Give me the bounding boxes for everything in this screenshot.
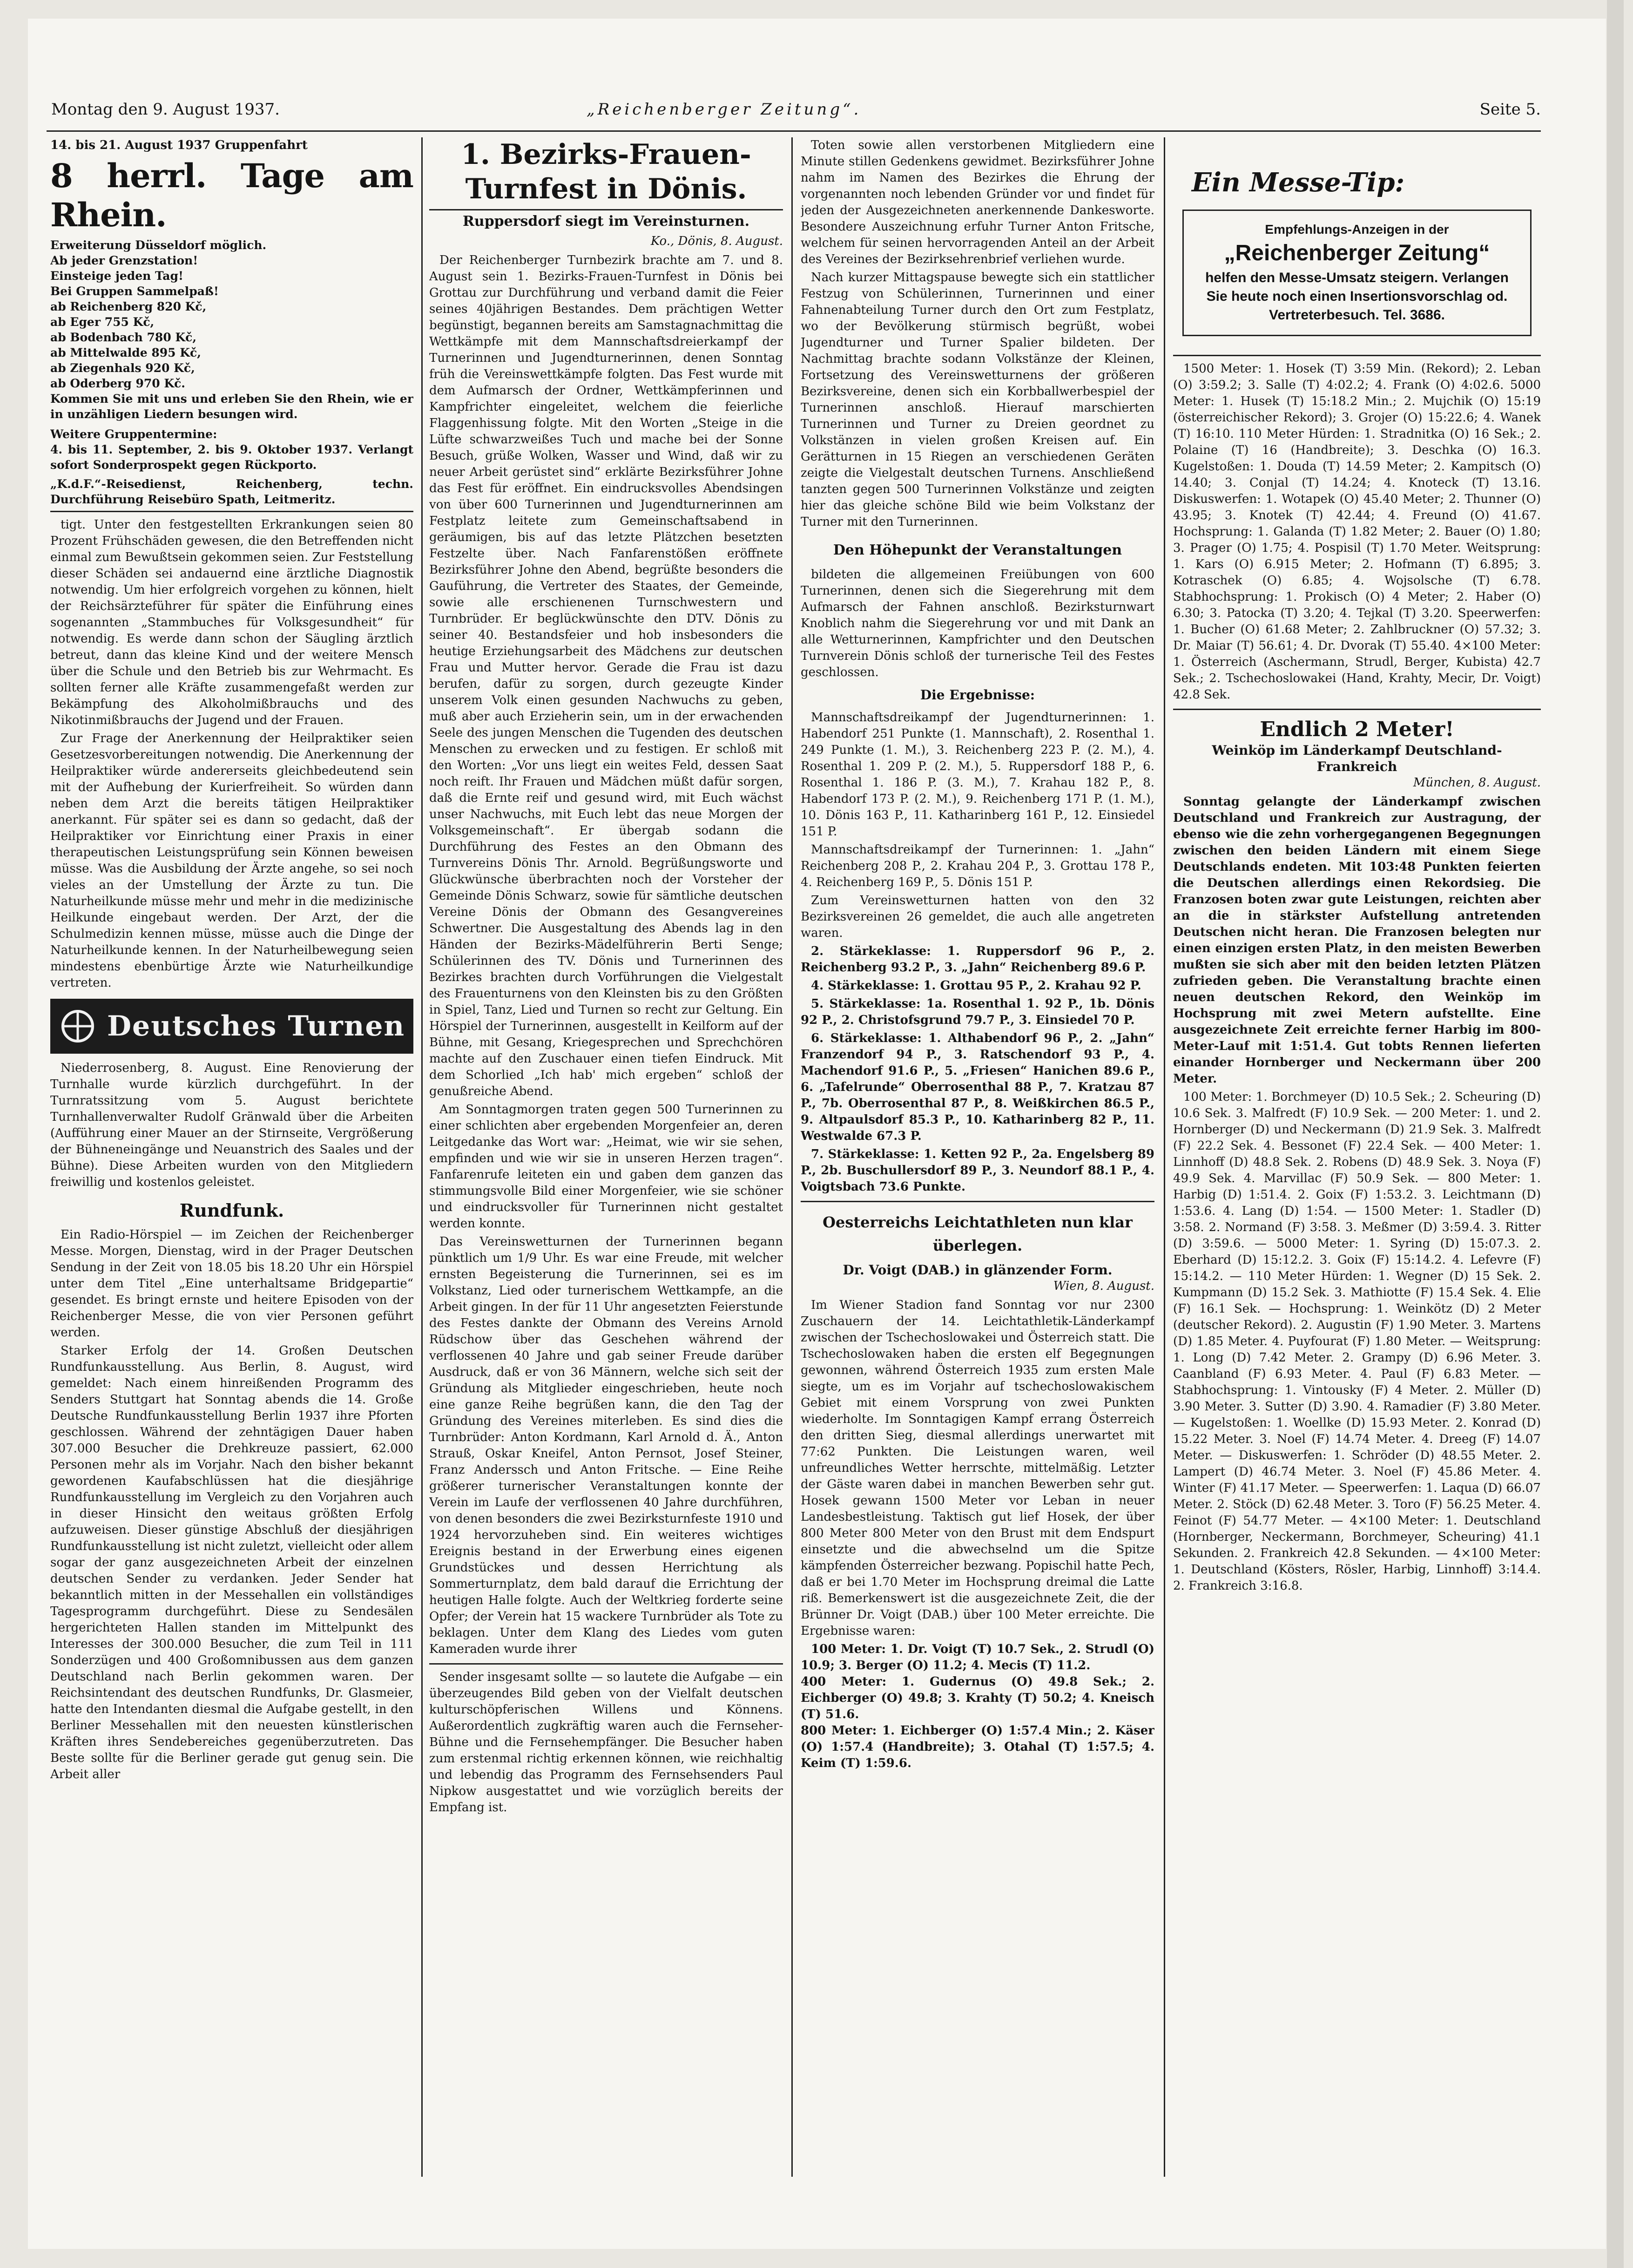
turner-cross-icon [61,1010,94,1043]
results-paragraph: 6. Stärkeklasse: 1. Althabendorf 96 P., 2. „Jahn“ Franzendorf 94 P., 3. Ratschendorf 93 P., 4. Machendorf 91.6 P., 5. „Friesen“ Hanichen 89.6 P., 6. „Tafelrunde“ Oberrosenthal 88 P., 7. Kratzau 87 P., 7b. Oberrosenthal 87 P., 8. Weißkirchen 86.5 P., 9. Altpaulsdorf 85.3 P., 10. Katharinberg 82 P., 11. Westwalde 67.3 P. [801,1031,1154,1143]
results-paragraph: 4. Stärkeklasse: 1. Grottau 95 P., 2. Krahau 92 P. [811,979,1141,993]
ad-more: 4. bis 11. September, 2. bis 9. Oktober 1937. Verlangt sofort Sonderprospekt gegen Rückporto. [50,443,413,472]
article-paragraph: Toten sowie allen verstorbenen Mitgliedern eine Minute stillen Gedenkens gewidmet. Bezirksführer Johne nahm im Namen des Bezirkes die Ehrung der vorgenannten noch lebenden Gründer vor und findet für jeden der Ausgezeichneten anerkennende Dankesworte. Besondere Auszeichnung erfuhr Turner Anton Fritsche, welchem für seinen hervorragenden Anteil an der Arbeit des Vereines der Bezirksehrenbrief verliehen wurde. [801,138,1154,266]
article-paragraph: tigt. Unter den festgestellten Erkrankungen seien 80 Prozent Frühschäden gewesen, die den Betreffenden nicht einmal zum Bewußtsein gekommen seien. Zur Feststellung dieser Schäden sei andauernd eine ärztliche Diagnostik notwendig. Um hier erfolgreich vorgehen zu können, hielt der Reichsärzteführer für später die Einführung eines sogenannten „Stammbuches für Volksgesundheit“ für notwendig. Es werde dann schon der Säugling ärztlich betreut, dann das kleine Kind und der weitere Mensch über die Schule und den Betrieb bis zur Wehrmacht. Es sollten ferner alle Kräfte zusammengefaßt werden zur Bekämpfung des Alkoholmißbrauchs und des Nikotinmißbrauchs der Jugend und der Frauen. [50,518,413,727]
ad-line: Bei Gruppen Sammelpaß! [50,284,219,298]
ad-line: ab Eger 755 Kč, [50,315,155,329]
dateline: Ko., Dönis, 8. August. [650,234,783,248]
article-paragraph: Ein Radio-Hörspiel — im Zeichen der Reichenberger Messe. Morgen, Dienstag, wird in der Prager Deutschen Sendung in der Zeit von 18.05 bis 18.20 Uhr ein Hörspiel unter dem Titel „Eine unterhaltsame Bridgepartie“ gesendet. Es bringt ernste und heitere Episoden von der Reichenberger Messe, die von vier Personen geführt werden. [50,1228,413,1340]
ad-line: Empfehlungs-Anzeigen in der [1265,222,1449,237]
article-paragraph: Niederrosenberg, 8. August. Eine Renovierung der Turnhalle wurde kürzlich durchgeführt. In der Turnratssitzung vom 5. August berichtete Turnhallenverwalter Rudolf Gränwald über die Arbeiten (Aufführung einer Mauer an der Stirnseite, Vergrößerung der Bühneneingänge und Neuanstrich des Saales und der Bühne). Diese Arbeiten wurden von den Mitgliedern freiwillig und kostenlos geleistet. [50,1061,413,1189]
results-paragraph: 7. Stärkeklasse: 1. Ketten 92 P., 2a. Engelsberg 89 P., 2b. Buschullersdorf 89 P., 3. Neundorf 88.1 P., 4. Voigtsbach 73.6 Punkte. [801,1147,1154,1194]
insertion-ad [1182,210,1532,336]
ad-line: Einsteige jeden Tag! [50,269,183,283]
article-subheadline: Dr. Voigt (DAB.) in glänzender Form. [843,1262,1113,1278]
ad-footer: „K.d.F.“-Reisedienst, Reichenberg, techn. Durchführung Reisebüro Spath, Leitmeritz. [50,477,413,506]
scan-edge [1607,0,1624,2268]
article-paragraph: Sonntag gelangte der Länderkampf zwischen Deutschland und Frankreich zur Austragung, der ebenso wie die zehn vorhergegangenen Begegnungen zwischen den beiden Ländern mit einem Siege Deutschlands endeten. Mit 103:48 Punkten feierten die Deutschen allerdings einen Rekordsieg. Die Franzosen boten zwar gute Leistungen, reichten aber an die in stärkster Aufstellung antretenden Deutschen nicht heran. Die Franzosen belegten nur einen einzigen ersten Platz, in den meisten Bewerben mußten sie sich aber mit den beiden letzten Plätzen zufrieden geben. Die Veranstaltung brachte einen neuen deutschen Rekord, den Weinköp im Hochsprung mit zwei Metern aufstellte. Eine ausgezeichnete Zeit erreichte ferner Harbig im 800-Meter-Lauf mit 1:51.4. Gut tobts Rennen lieferten einander Hornberger und Neckermann über 200 Meter. [1173,795,1541,1086]
messe-tip-title: Ein Messe-Tip: [1192,167,1405,198]
results-paragraph: 1500 Meter: 1. Hosek (T) 3:59 Min. (Rekord); 2. Leban (O) 3:59.2; 3. Salle (T) 4:02.2; 4. Frank (O) 4:02.6. 5000 Meter: 1. Husek (T) 15:18.2 Min.; 2. Mujchik (O) 15:19 (österreichischer Rekord); 3. Grojer (O) 15:22.6; 4. Wanek (T) 16:10. 110 Meter Hürden: 1. Stradnitka (O) 16 Sek.; 2. Polaine (T) 16 (Handbreite); 3. Deschka (O) 16.3. Kugelstoßen: 1. Douda (T) 14.59 Meter; 2. Kampitsch (O) 14.40; 3. Conjal (T) 14.24; 4. Knoteck (T) 13.16. Diskuswerfen: 1. Wotapek (O) 45.40 Meter; 2. Thunner (O) 43.95; 3. Knotek (T) 42.44; 4. Freund (O) 41.67. Hochsprung: 1. Galanda (T) 1.82 Meter; 2. Bauer (O) 1.80; 3. Prager (O) 1.75; 4. Pospisil (T) 1.70 Meter. Weitsprung: 1. Kars (O) 6.915 Meter; 2. Hofmann (T) 6.895; 3. Kotraschek (O) 6.85; 4. Wojsolsche (T) 6.78. Stabhochsprung: 1. Prokisch (O) 4 Meter; 2. Haber (O) 6.30; 3. Patocka (T) 3.20; 4. Tejkal (T) 3.20. Speerwerfen: 1. Bucher (O) 61.68 Meter; 2. Zahlbruckner (O) 57.32; 3. Dr. Maiar (T) 56.61; 4. Dr. Dvorak (T) 55.40. 4×100 Meter: 1. Österreich (Aschermann, Strudl, Berger, Kubista) 42.7 Sek.; 2. Tschechoslowakei (Hand, Krahty, Mecir, Dr. Voigt) 42.8 Sek. [1173,362,1541,702]
header-masthead: „Reichenberger Zeitung“. [587,100,862,119]
results-paragraph: Mannschaftsdreikampf der Turnerinnen: 1. „Jahn“ Reichenberg 208 P., 2. Krahau 204 P., 3. Grottau 178 P., 4. Reichenberg 169 P., 5. Dönis 151 P. [801,843,1154,889]
article-paragraph: Zur Frage der Anerkennung der Heilpraktiker seien Gesetzesvorbereitungen notwendig. Die Anerkennung der Heilpraktiker würde andererseits gleichbedeutend sein mit der Aufhebung der Kurierfreiheit. So würden dann neben dem Arzt die bereits tätigen Heilpraktiker anerkannt. Für später sei es dann so gedacht, daß der Heilpraktiker vor Einrichtung einer Praxis in einer therapeutischen Leistungsprüfung sein Können beweisen müsse. Was die Ausbildung der Ärzte angehe, so sei noch vieles an der Umstellung der Ärzte zu tun. Die Naturheilkunde müsse mehr und mehr in die medizinische Heilkunde eingebaut werden. Der Arzt, der die Schulmedizin kennen müsse, müsse auch die Dinge der Naturheilkunde kennen. In der Naturheilbewegung seien mindestens ebenbürtige Ärzte wie Naturheilkundige vertreten. [50,731,413,990]
article-paragraph: Sender insgesamt sollte — so lautete die Aufgabe — ein überzeugendes Bild geben von der Vielfalt deutschen kulturschöpferischen Willens und Könnens. Außerordentlich zugkräftig waren auch die Fernseher-Bühne und die Fernsehempfänger. Die Besucher haben zum erstenmal richtig erkennen können, wie reichhaltig und lebendig das Programm des Fernsehsenders Paul Nipkow ausgestattet und wie vorzüglich bereits der Empfang ist. [429,1670,783,1814]
column-4 [1173,137,1541,2177]
article-paragraph: Nach kurzer Mittagspause bewegte sich ein stattlicher Festzug von Schülerinnen, Turnerinnen und einer Fahnenabteilung Turner durch den Ort zum Festplatz, wo der Bevölkerung stürmisch begrüßt, wobei Jugendturner und Turner Spalier bildeten. Der Nachmittag brachte sodann Volkstänze der Kleinen, Fortsetzung des Vereinswetturnens der größeren Bezirksvereine, denen sich ein Korbballwerbespiel der Turnerinnen anschloß. Hierauf marschierten Turnerinnen und Turner zu Dreien geordnet zu Volkstänzen in vielen großen Kreisen auf. Ein Gerätturnen in 15 Riegen an verschiedenen Geräten zeigte die Vielgestalt deutschen Turnens. Anschließend tanzten gegen 500 Turnerinnen Volkstänze und zeigten hier das gleiche schöne Bild wie beim Volkstanz der Turner mit den Turnerinnen. [801,271,1154,529]
column-rule [421,137,423,2177]
ad-brand: „Reichenberger Zeitung“ [1224,241,1490,265]
column-rule [1164,137,1165,2177]
ad-line: ab Reichenberg 820 Kč, [50,300,207,313]
ad-line: Erweiterung Düsseldorf möglich. [50,238,267,252]
article-paragraph: Der Reichenberger Turnbezirk brachte am 7. und 8. August sein 1. Bezirks-Frauen-Turnfest in Dönis bei Grottau zur Durchführung und verband damit die Feier seines 40jährigen Bestandes. Dem prächtigen Wetter begünstigt, begannen bereits am Samstagnachmittag die Wettkämpfe mit dem Mannschaftsdreierkampf der Turnerinnen und Jugendturnerinnen, denen Sonntag früh die Vereinswettkämpfe folgten. Das Fest wurde mit dem Aufmarsch der Ordner, Wettkämpferinnen und Kampfrichter eingeleitet, welchem die feierliche Flaggenhissung folgte. Mit den Worten „Steige in die Lüfte schwarzweißes Tuch und mache bei der Sonne Besuch, grüße Wolken, Wasser und Wind, daß wir zu neuer Arbeit gerüstet sind“ erklärte Bezirksführer Johne das Fest für eröffnet. Ein eindrucksvolles Abendsingen von über 600 Turnerinnen und Jugendturnerinnen am Festplatz leitete zum Gemeinschaftsabend in geräumigen, bis auf das letzte Plätzchen besetzten Festzelte über. Nach Fanfarenstößen eröffnete Bezirksführer Johne den Abend, begrüßte besonders die Gauführung, die Vertreter des Staates, der Gemeinde, sowie alle erschienenen Turnschwestern und Turnbrüder. Er beglückwünschte den DTV. Dönis zu seiner 40. Bestandsfeier und hob insbesonders die heutige Erziehungsarbeit des Mädchens zur deutschen Frau und Mutter hervor. Gerade die Frau ist dazu berufen, dafür zu sorgen, durch gezeugte Kinder unserem Volk einen gesunden Nachwuchs zu geben, muß aber auch Erzieherin sein, um in der erwachenden Seele des jungen Menschen die Tugenden des deutschen Menschen zu erwecken und zu festigen. Er schloß mit den Worten: „Vor uns liegt ein weites Feld, dessen Saat noch reift. Ihr Frauen und Mädchen müßt dafür sorgen, daß die Ernte reif und gesund wird, mit Euch wächst unser Nachwuchs, mit Euch lebt das neue Morgen der Volksgemeinschaft“. Er übergab sodann die Durchführung des Festes an den Obmann des Turnvereins Dönis Thr. Arnold. Begrüßungsworte und Glückwünsche überbrachten noch der Vorsteher der Gemeinde Dönis Schwarz, sowie für sämtliche deutschen Vereine Dönis der Obmann des Gesangvereines Schwertner. Die Ausgestaltung des Abends lag in den Händen der Bezirks-Mädelführerin Berti Senge; Schülerinnen des TV. Dönis und Turnerinnen des Bezirkes brachten durch Vorführungen die Vielgestalt des Frauenturnens von den Kleinsten bis zu den Größten in Spiel, Tanz, Lied und Turnen so recht zur Geltung. Ein Hörspiel der Turnerinnen, ausgestellt in Keilform auf der Bühne, mit Gesang, Kriegesprechen und Sprechchören machte auf den Zuschauer einen tiefen Eindruck. Mit dem Schorlied „Ich hab' mich ergeben“ schloß der genußreiche Abend. [429,253,783,1098]
ad-lines [50,237,413,507]
article-paragraph: Starker Erfolg der 14. Großen Deutschen Rundfunkausstellung. Aus Berlin, 8. August, wird gemeldet: Nach einem hinreißenden Programm des Senders Stuttgart hat Sonntag abends die 14. Große Deutsche Rundfunkausstellung Berlin 1937 ihre Pforten geschlossen. Während der zehntägigen Dauer haben 307.000 Besucher die Drehkreuze passiert, 62.000 Personen mehr als im Vorjahr. Nach den bisher bekannt gewordenen Kaufabschlüssen hat die diesjährige Rundfunkausstellung im Vergleich zu den Vorjahren auch in dieser Hinsicht den weitaus größten Erfolg aufzuweisen. Dieser günstige Abschluß der diesjährigen Rundfunkausstellung ist nicht zuletzt, vielleicht oder allem sogar der ganz ausgezeichneten Arbeit der einzelnen deutschen Sender zu verdanken. Jeder Sender hat bekanntlich mitten in der Messehallen ein vollständiges Tagesprogramm durchgeführt. Diese zu Sendesälen hergerichteten Hallen standen im Mittelpunkt des Interesses der 300.000 Besucher, die zum Teil in 111 Sonderzügen und 400 Großomnibussen aus dem ganzen Deutschland nach Berlin gekommen waren. Der Reichsintendant des deutschen Rundfunks, Dr. Glasmeier, hatte den Intendanten diesmal die Aufgabe gestellt, in den Berliner Messehallen mit den neuesten künstlerischen Kräften ihres Sendebereiches gegenüberzutreten. Das Beste sollte für die Berliner gerade gut genug sein. Die Arbeit aller [50,1344,413,1781]
article-headline: 1. Bezirks-Frauen-Turnfest in Dönis. [429,137,783,210]
header-date: Montag den 9. August 1937. [51,100,280,119]
page-header [51,93,1541,126]
section-title: Oesterreichs Leichtathleten nun klar überlegen. [823,1213,1133,1254]
divider [801,1201,1154,1202]
divider [1173,709,1541,710]
ad-text: helfen den Messe-Umsatz steigern. Verlangen Sie heute noch einen Insertionsvorschlag od. Vertreterbesuch. Tel. 3686. [1205,270,1509,323]
results-paragraph: Zum Vereinswetturnen hatten von den 32 Bezirksvereinen 26 gemeldet, die auch alle angetreten waren. [801,894,1154,940]
results-paragraph: Mannschaftsdreikampf der Jugendturnerinnen: 1. Habendorf 251 Punkte (1. Mannschaft), 2. Rosenthal 1. 249 Punkte (1. M.), 3. Reichenberg 223 P. (2. M.), 4. Rosenthal 1. 209 P. (2. M.), 5. Ruppersdorf 188 P., 6. Rosenthal 1. 186 P. (3. M.), 7. Krahau 182 P., 8. Habendorf 173 P. (2. M.), 9. Reichenberg 171 P. (1. M.), 10. Dönis 163 P., 11. Katharinberg 161 P., 12. Einsiedel 151 P. [801,711,1154,839]
article-paragraph: Das Vereinswetturnen der Turnerinnen begann pünktlich um 1/9 Uhr. Es war eine Freude, mit welcher ernsten Begeisterung die Turnerinnen, sei es im Volkstanz, Lied oder turnerischem Wettkampfe, an die Arbeit gingen. In der für 11 Uhr angesetzten Feierstunde des Festes dankte der Obmann des Vereins Arnold Rüdschow über das Geschehen während der verflossenen 40 Jahre und gab seiner Freude darüber Ausdruck, daß er von 36 Männern, welche sich seit der Gründung als Mitglieder eingeschrieben, heute noch eine ganze Reihe begrüßen kann, die den Tag der Gründung des Vereines miterleben. Es sind dies die Turnbrüder: Anton Kordmann, Karl Arnold d. Ä., Anton Strauß, Oskar Kneifel, Anton Pernsot, Josef Steiner, Franz Anderssch und Anton Fritsche. — Eine Reihe größerer turnerischer Veranstaltungen konnte der Verein im Laufe der verflossenen 40 Jahre durchführen, von denen besonders die zwei Bezirksturnfeste 1910 und 1924 hervorzuheben sind. Ein weiteres wichtiges Ereignis bestand in der Erwerbung eines eigenen Grundstückes und dessen Herrichtung als Sommerturnplatz, dem bald darauf die Errichtung der heutigen Halle folgte. Auch der Weltkrieg forderte seine Opfer; der Verein hat 15 wackere Turnbrüder als Tote zu beklagen. Unter dem Klang des Liedes vom guten Kameraden wurde ihrer [429,1235,783,1656]
article-paragraph: bildeten die allgemeinen Freiübungen von 600 Turnerinnen, denen sich die Siegerehrung mit dem Aufmarsch der Fahnen anschloß. Bezirksturnwart Knoblich nahm die Siegerehrung vor und mit Dank an alle Wetturnerinnen, Kampfrichter und den Deutschen Turnverein Dönis schloß der turnerische Teil des Festes geschlossen. [801,568,1154,679]
banner-title: Deutsches Turnen [107,1009,405,1043]
ad-line: ab Bodenbach 780 Kč, [50,331,197,344]
header-rule [47,130,1541,132]
results-paragraph: 5. Stärkeklasse: 1a. Rosenthal 1. 92 P., 1b. Dönis 92 P., 2. Christofsgrund 79.7 P., 3. Einsiedel 70 P. [801,997,1154,1027]
column-1 [50,137,413,2177]
article-subheadline: Weinköp im Länderkampf Deutschland-Frankreich [1212,743,1502,774]
article-headline: Endlich 2 Meter! [1260,718,1454,741]
ad-line: ab Oderberg 970 Kč. [50,377,186,390]
ad-line: ab Ziegenhals 920 Kč, [50,361,195,375]
ad-line: ab Mittelwalde 895 Kč, [50,346,201,359]
ad-subtitle: Weitere Gruppentermine: [50,427,217,441]
results-paragraph: 100 Meter: 1. Dr. Voigt (T) 10.7 Sek., 2. Strudl (O) 10.9; 3. Berger (O) 11.2; 4. Mecis (T) 11.2. 400 Meter: 1. Gudernus (O) 49.8 Sek.; 2. Eichberger (O) 49.8; 3. Krahty (T) 50.2; 4. Kneisch (T) 51.6. 800 Meter: 1. Eichberger (O) 1:57.4 Min.; 2. Käser (O) 1:57.4 (Handbreite); 3. Otahal (T) 1:57.5; 4. Keim (T) 1:59.6. [801,1642,1154,1770]
dateline: München, 8. August. [1413,776,1541,790]
rhein-travel-ad [50,137,413,512]
article-paragraph: Am Sonntagmorgen traten gegen 500 Turnerinnen zu einer schlichten aber ergebenden Morgenfeier an, deren Leitgedanke das Wort war: „Heimat, wie wir sie sehen, empfinden und wie wir sie in unseren Herzen tragen“. Fanfarenrufe leiteten ein und gaben dem ganzen das stimmungsvolle Bild einer Morgenfeier, wie sie schöner und eindrucksvoller für Turnerinnen nicht gestaltet werden konnte. [429,1103,783,1231]
column-2 [429,137,783,2177]
section-banner [50,999,413,1054]
dateline: Wien, 8. August. [1053,1279,1154,1293]
article-subheadline: Ruppersdorf siegt im Vereinsturnen. [462,213,750,230]
article-paragraph: Im Wiener Stadion fand Sonntag vor nur 2300 Zuschauern der 14. Leichtathletik-Länderkampf zwischen der Tschechoslowakei und Österreich statt. Die Tschechoslowaken haben die ersten elf Begegnungen gewonnen, während Österreich 1935 zum ersten Male siegte, um es im Vorjahr auf tschechoslowakischem Gebiet mit einem Vorsprung von zwei Punkten wiederholte. Im Sonntagigen Kampf errang Österreich den dritten Sieg, diesmal allerdings unerwartet mit 77:62 Punkten. Die Leistungen waren, weil unfreundliches Wetter herrschte, mittelmäßig. Letzter der Gäste waren dabei in manchen Bewerben sehr gut. Hosek gewann 1500 Meter vor Leban in neuer Landesbestleistung. Taktisch gut lief Hosek, der über 800 Meter 800 Meter von den Brust mit dem Endspurt einsetzte und die abwechselnd um die Spitze kämpfenden Österreicher bezwang. Popischil hatte Pech, daß er bei 1.70 Meter im Hochsprung dreimal die Latte riß. Bemerkenswert ist die ausgezeichnete Zeit, die der Brünner Dr. Voigt (DAB.) über 100 Meter erreichte. Die Ergebnisse waren: [801,1298,1154,1638]
column-rule [791,137,793,2177]
ad-dates: 14. bis 21. August 1937 Gruppenfahrt [50,138,308,152]
section-title: Den Höhepunkt der Veranstaltungen [833,542,1122,558]
divider [429,1663,783,1665]
results-paragraph: 100 Meter: 1. Borchmeyer (D) 10.5 Sek.; 2. Scheuring (D) 10.6 Sek. 3. Malfredt (F) 10.9 Sek. — 200 Meter: 1. und 2. Hornberger (D) und Neckermann (D) 21.9 Sek. 3. Malfredt (F) 22.2 Sek. 4. Bessonet (F) 22.4 Sek. — 400 Meter: 1. Linnhoff (D) 48.8 Sek. 2. Robens (D) 48.9 Sek. 3. Noya (F) 49.9 Sek. 4. Marvillac (F) 50.9 Sek. — 800 Meter: 1. Harbig (D) 1:51.4. 2. Goix (F) 1:53.2. 3. Leichtmann (D) 1:53.6. 4. Lang (D) 1:54. — 1500 Meter: 1. Stadler (D) 3:58. 2. Normand (F) 3:58. 3. Meßmer (D) 3:59.4. 3. Ritter (D) 3:59.6. — 5000 Meter: 1. Syring (D) 15:07.3. 2. Eberhard (D) 15:12.2. 3. Goix (F) 15:14.2. 4. Lefevre (F) 15:14.2. — 110 Meter Hürden: 1. Wegner (D) 15 Sek. 2. Kumpmann (D) 15.2 Sek. 3. Mathiotte (F) 15.4 Sek. 4. Elie (F) 16.1 Sek. — Hochsprung: 1. Weinkötz (D) 2 Meter (deutscher Rekord). 2. Augustin (F) 1.90 Meter. 3. Martens (D) 1.85 Meter. 4. Puyfourat (F) 1.80 Meter. — Weitsprung: 1. Long (D) 7.42 Meter. 2. Grampy (D) 6.96 Meter. 3. Caanbland (F) 6.93 Meter. 4. Paul (F) 6.83 Meter. — Stabhochsprung: 1. Vintousky (F) 4 Meter. 2. Müller (D) 3.90 Meter. 3. Sutter (D) 3.90. 4. Ramadier (F) 3.80 Meter. — Kugelstoßen: 1. Woellke (D) 15.93 Meter. 2. Konrad (D) 15.22 Meter. 3. Noel (F) 14.74 Meter. 4. Dreeg (F) 14.07 Meter. — Diskuswerfen: 1. Schröder (D) 48.55 Meter. 2. Lampert (D) 46.74 Meter. 3. Noel (F) 45.86 Meter. 4. Winter (F) 41.17 Meter. — Speerwerfen: 1. Laqua (D) 66.07 Meter. 2. Stöck (D) 62.48 Meter. 3. Toro (F) 56.25 Meter. 4. Feinot (F) 54.77 Meter. — 4×100 Meter: 1. Deutschland (Hornberger, Neckermann, Borchmeyer, Scheuring) 41.1 Sekunden. 2. Frankreich 42.8 Sekunden. — 4×100 Meter: 1. Deutschland (Kösters, Rösler, Harbig, Linnhoff) 3:14.4. 2. Frankreich 3:16.8. [1173,1090,1541,1593]
ad-line: Ab jeder Grenzstation! [50,254,198,267]
header-page-number: Seite 5. [1479,100,1541,119]
results-paragraph: 2. Stärkeklasse: 1. Ruppersdorf 96 P., 2. Reichenberg 93.2 P., 3. „Jahn“ Reichenberg 89.6 P. [801,944,1154,975]
divider [1173,355,1541,356]
ad-title: 8 herrl. Tage am Rhein. [50,156,413,234]
ad-line: Kommen Sie mit uns und erleben Sie den Rhein, wie er in unzähligen Liedern besungen wird. [50,392,413,421]
results-title: Die Ergebnisse: [920,687,1035,703]
column-3 [801,137,1154,2177]
section-title: Rundfunk. [179,1200,284,1221]
